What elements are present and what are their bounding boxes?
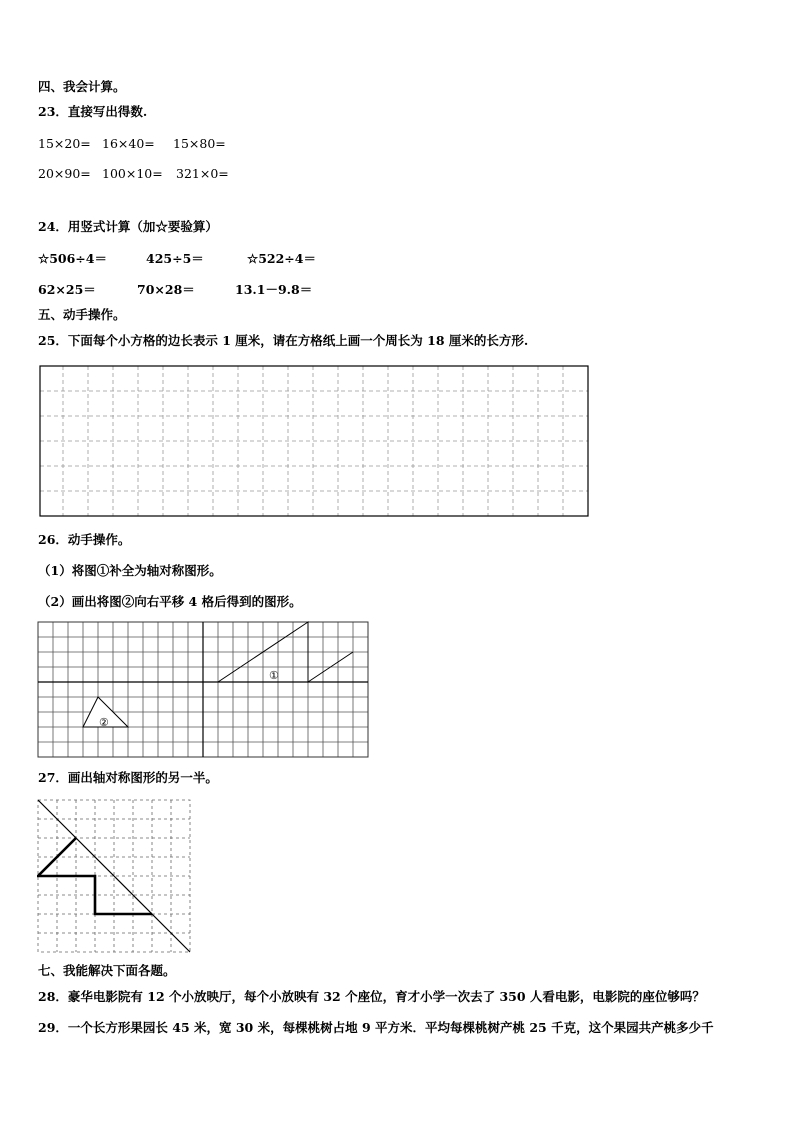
q23-item: 15×80= bbox=[173, 136, 226, 151]
q24-item: 425÷5＝ bbox=[146, 251, 204, 266]
q24-row1 bbox=[38, 251, 316, 267]
q25-text: 25．下面每个小方格的边长表示 1 厘米，请在方格纸上画一个周长为 18 厘米的长方形. bbox=[38, 333, 529, 348]
figure-2-label: ② bbox=[99, 716, 109, 729]
q23-item: 100×10= bbox=[102, 166, 163, 181]
q25-square-grid bbox=[38, 364, 590, 518]
section-4-heading: 四、我会计算。 bbox=[38, 79, 126, 94]
q23-row2 bbox=[38, 166, 229, 182]
q24-item: 70×28＝ bbox=[137, 282, 195, 297]
q24-row2 bbox=[38, 282, 312, 298]
q28-text: 28．豪华电影院有 12 个小放映厅，每个小放映有 32 个座位，育才小学一次去了 350 人看电影，电影院的座位够吗？ bbox=[38, 989, 705, 1004]
q27-title: 27．画出轴对称图形的另一半。 bbox=[38, 770, 218, 785]
q23-item: 16×40= bbox=[102, 136, 155, 151]
q24-item: ☆522÷4＝ bbox=[247, 251, 316, 266]
q29-text: 29．一个长方形果园长 45 米，宽 30 米，每棵桃树占地 9 平方米．平均每棵桃树产桃 25 千克，这个果园共产桃多少千 bbox=[38, 1020, 714, 1035]
figure-1-label: ① bbox=[269, 669, 279, 682]
section-5-heading: 五、动手操作。 bbox=[38, 307, 126, 322]
q24-item: ☆506÷4＝ bbox=[38, 251, 107, 266]
q24-title: 24．用竖式计算（加☆要验算） bbox=[38, 219, 218, 234]
q23-item: 20×90= bbox=[38, 166, 91, 181]
section-7-heading: 七、我能解决下面各题。 bbox=[38, 963, 176, 978]
q26-title: 26．动手操作。 bbox=[38, 532, 131, 547]
q25-grid-lines bbox=[40, 366, 588, 516]
q24-item: 13.1－9.8＝ bbox=[235, 282, 313, 297]
q26-square-grid bbox=[37, 621, 369, 759]
q24-item: 62×25＝ bbox=[38, 282, 96, 297]
q23-title: 23．直接写出得数. bbox=[38, 104, 148, 119]
q26-sub1: （1）将图①补全为轴对称图形。 bbox=[38, 563, 222, 578]
q23-item: 15×20= bbox=[38, 136, 91, 151]
q27-square-grid bbox=[37, 799, 192, 954]
q23-item: 321×0= bbox=[176, 166, 229, 181]
q26-sub2: （2）画出将图②向右平移 4 格后得到的图形。 bbox=[38, 594, 302, 609]
q23-row1 bbox=[38, 136, 226, 152]
